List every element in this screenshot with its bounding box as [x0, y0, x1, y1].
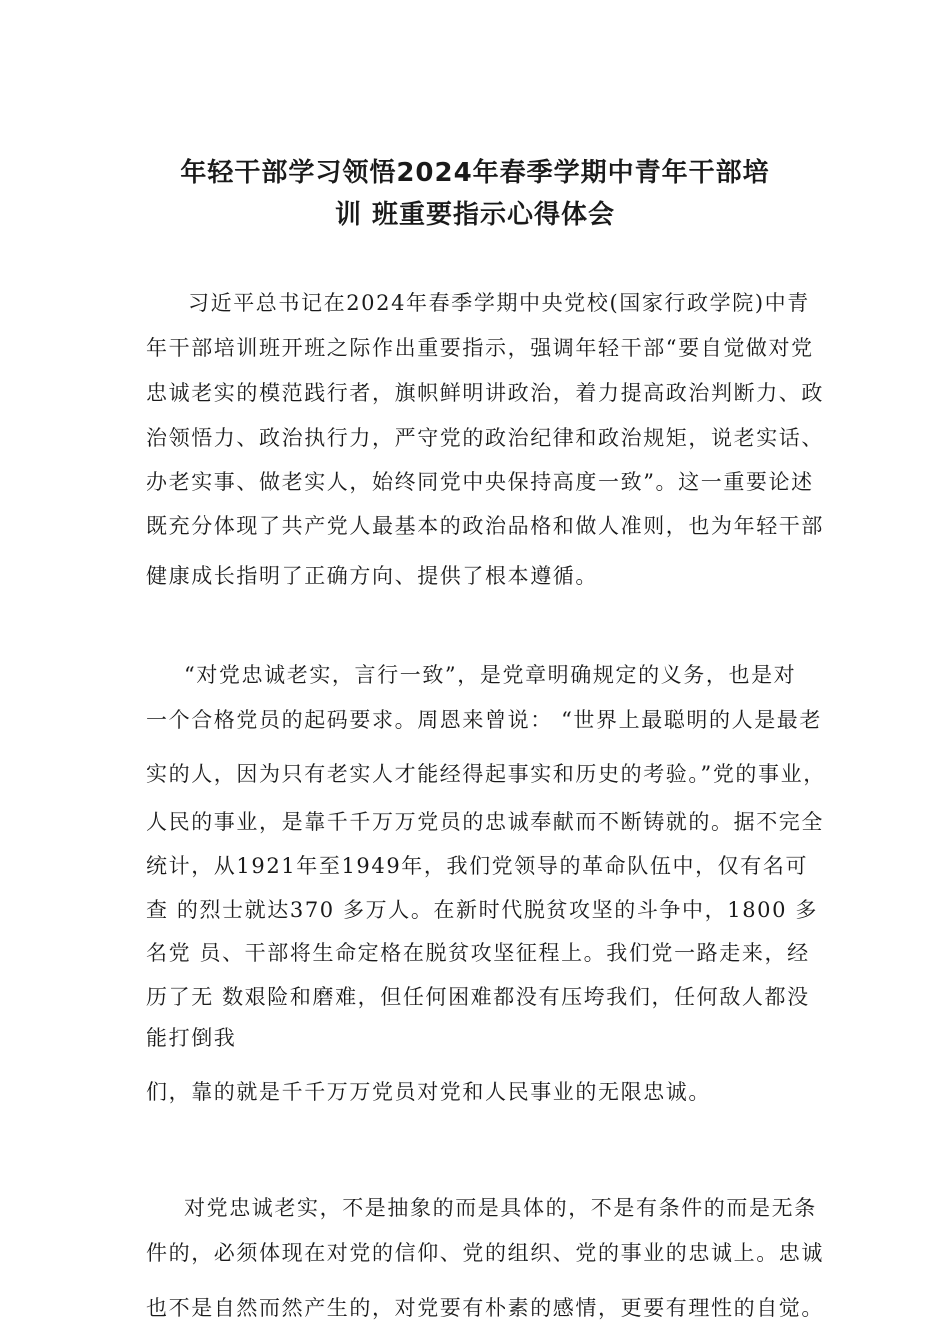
paragraph-3-line-1: 对党忠诚老实，不是抽象的而是具体的，不是有条件的而是无条	[184, 1196, 817, 1220]
paragraph-2-line-8: 历了无 数艰险和磨难，但任何困难都没有压垮我们，任何敌人都没	[146, 985, 810, 1009]
paragraph-2-line-7: 名党 员、干部将生命定格在脱贫攻坚征程上。我们党一路走来，经	[146, 941, 810, 965]
paragraph-2-line-9: 能打倒我	[146, 1026, 237, 1050]
paragraph-2-line-3: 实的人，因为只有老实人才能经得起事实和历史的考验。”党的事业，	[146, 762, 826, 786]
paragraph-1-line-1: 习近平总书记在2024年春季学期中央党校(国家行政学院)中青	[188, 291, 810, 315]
paragraph-3-line-3: 也不是自然而然产生的，对党要有朴素的感情，更要有理性的自觉。	[146, 1296, 824, 1320]
paragraph-2-line-6: 查 的烈士就达370 多万人。在新时代脱贫攻坚的斗争中，1800 多	[146, 898, 818, 922]
paragraph-2-line-5: 统计，从1921年至1949年，我们党领导的革命队伍中，仅有名可	[146, 854, 809, 878]
paragraph-2-line-10: 们，靠的就是千千万万党员对党和人民事业的无限忠诚。	[146, 1080, 711, 1104]
document-title-line-1: 年轻干部学习领悟2024年春季学期中青年干部培	[180, 158, 770, 188]
paragraph-2-line-1: “对党忠诚老实，言行一致”，是党章明确规定的义务，也是对	[184, 663, 797, 687]
paragraph-1-line-5: 办老实事、做老实人，始终同党中央保持高度一致”。这一重要论述	[146, 470, 814, 494]
paragraph-1-line-2: 年干部培训班开班之际作出重要指示，强调年轻干部“要自觉做对党	[146, 336, 814, 360]
paragraph-3-line-2: 件的，必须体现在对党的信仰、党的组织、党的事业的忠诚上。忠诚	[146, 1241, 824, 1265]
paragraph-1-line-7: 健康成长指明了正确方向、提供了根本遵循。	[146, 564, 598, 588]
document-title-line-2: 训 班重要指示心得体会	[334, 200, 616, 230]
paragraph-1-line-6: 既充分体现了共产党人最基本的政治品格和做人准则，也为年轻干部	[146, 514, 824, 538]
paragraph-1-line-3: 忠诚老实的模范践行者，旗帜鲜明讲政治，着力提高政治判断力、政	[146, 381, 824, 405]
paragraph-2-line-2: 一个合格党员的起码要求。周恩来曾说： “世界上最聪明的人是最老	[146, 708, 823, 732]
paragraph-1-line-4: 治领悟力、政治执行力，严守党的政治纪律和政治规矩，说老实话、	[146, 426, 824, 450]
paragraph-2-line-4: 人民的事业，是靠千千万万党员的忠诚奉献而不断铸就的。据不完全	[146, 810, 824, 834]
